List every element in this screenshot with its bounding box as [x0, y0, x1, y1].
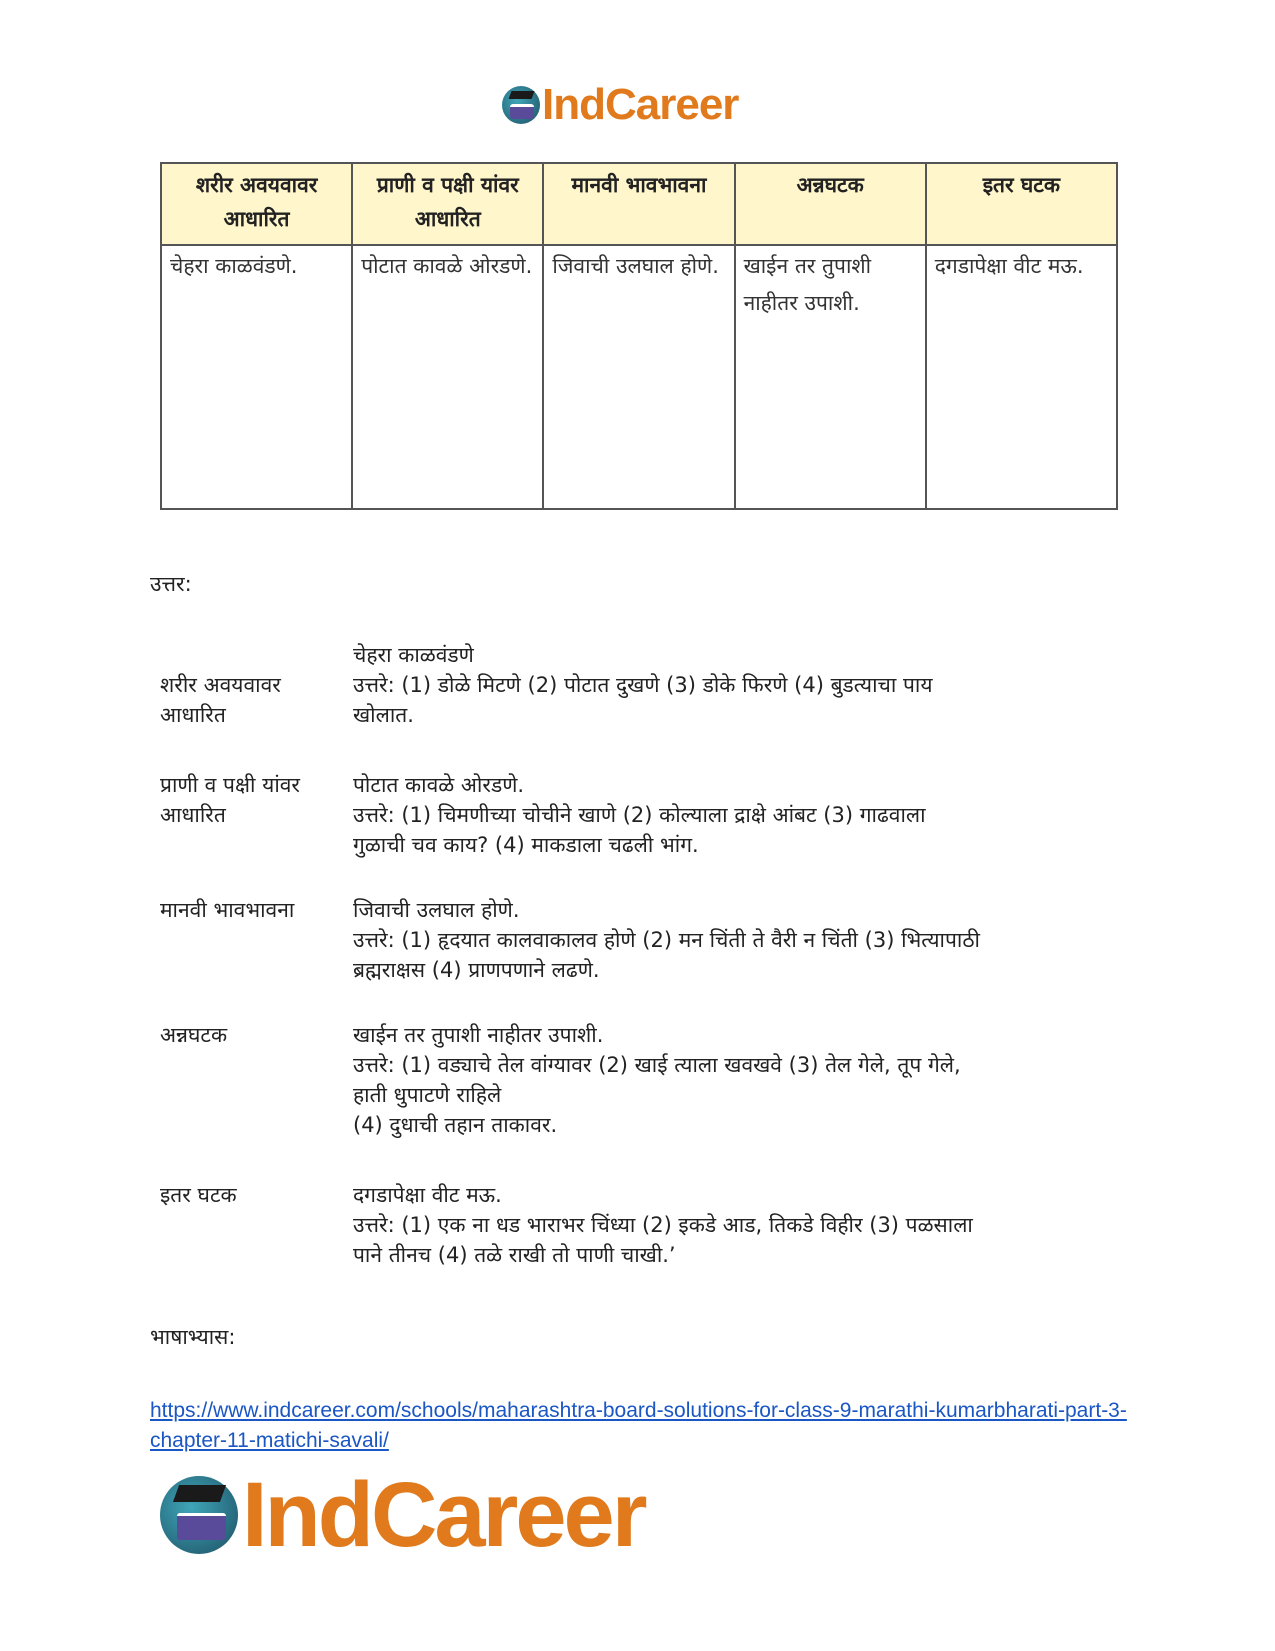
graduation-book-icon	[160, 1476, 238, 1554]
answer-item	[160, 895, 980, 985]
answer-text: उत्तरे: (1) एक ना धड भाराभर चिंध्या (2) इकडे आड, तिकडे विहीर (3) पळसाला पाने तीनच (4) तळे राखी तो पाणी चाखी.’	[353, 1213, 973, 1267]
source-link[interactable]: https://www.indcareer.com/schools/maharashtra-board-solutions-for-class-9-marathi-kumarbharati-part-3-chapter-11-matichi-savali/	[150, 1399, 1127, 1452]
answer-text: उत्तरे: (1) वड्याचे तेल वांग्यावर (2) खाई त्याला खवखवे (3) तेल गेले, तूप गेले, हाती धुपाटणे राहिले	[353, 1053, 961, 1107]
answer-category: शरीर अवयवावर आधारित	[160, 673, 281, 727]
answer-text: उत्तरे: (1) हृदयात कालवाकालव होणे (2) मन चिंती ते वैरी न चिंती (3) भित्यापाठी ब्रह्मराक्षस (4) प्राणपणाने लढणे.	[353, 928, 980, 982]
answer-category: मानवी भावभावना	[160, 898, 295, 922]
answer-category: प्राणी व पक्षी यांवर आधारित	[160, 773, 301, 827]
table-header: मानवी भावभावना	[543, 163, 734, 245]
answer-phrase: चेहरा काळवंडणे	[353, 643, 474, 667]
table-cell: दगडापेक्षा वीट मऊ.	[926, 245, 1117, 509]
answer-phrase: दगडापेक्षा वीट मऊ.	[353, 1183, 502, 1207]
table-header: शरीर अवयवावर आधारित	[161, 163, 352, 245]
table-cell: खाईन तर तुपाशी नाहीतर उपाशी.	[735, 245, 926, 509]
answer-category: अन्नघटक	[160, 1023, 228, 1047]
graduation-book-icon	[502, 86, 540, 124]
answer-text: उत्तरे: (1) चिमणीच्या चोचीने खाणे (2) कोल्याला द्राक्षे आंबट (3) गाढवाला गुळाची चव काय? (4) माकडाला चढली भांग.	[353, 803, 926, 857]
indcareer-logo-bottom	[160, 1463, 645, 1566]
answer-text-continued: (4) दुधाची तहान ताकावर.	[353, 1113, 558, 1137]
answer-item	[160, 1020, 980, 1140]
logo-text: IndCareer	[242, 1463, 645, 1566]
table-header: इतर घटक	[926, 163, 1117, 245]
answer-item	[160, 640, 980, 730]
answer-item	[160, 1180, 980, 1270]
answer-item	[160, 770, 980, 860]
logo-text: IndCareer	[542, 80, 739, 129]
answer-phrase: खाईन तर तुपाशी नाहीतर उपाशी.	[353, 1023, 604, 1047]
answer-category: इतर घटक	[160, 1183, 237, 1207]
indcareer-logo-top	[502, 80, 738, 130]
answer-phrase: जिवाची उलघाल होणे.	[353, 898, 520, 922]
bhashabhyas-heading: भाषाभ्यास:	[150, 1325, 236, 1349]
answer-text: उत्तरे: (1) डोळे मिटणे (2) पोटात दुखणे (3) डोके फिरणे (4) बुडत्याचा पाय खोलात.	[353, 673, 933, 727]
table-header: अन्नघटक	[735, 163, 926, 245]
idioms-table	[160, 162, 1118, 510]
table-cell: चेहरा काळवंडणे.	[161, 245, 352, 509]
answer-heading: उत्तर:	[150, 572, 192, 596]
table-cell: जिवाची उलघाल होणे.	[543, 245, 734, 509]
table-cell: पोटात कावळे ओरडणे.	[352, 245, 543, 509]
table-header: प्राणी व पक्षी यांवर आधारित	[352, 163, 543, 245]
answer-phrase: पोटात कावळे ओरडणे.	[353, 773, 525, 797]
